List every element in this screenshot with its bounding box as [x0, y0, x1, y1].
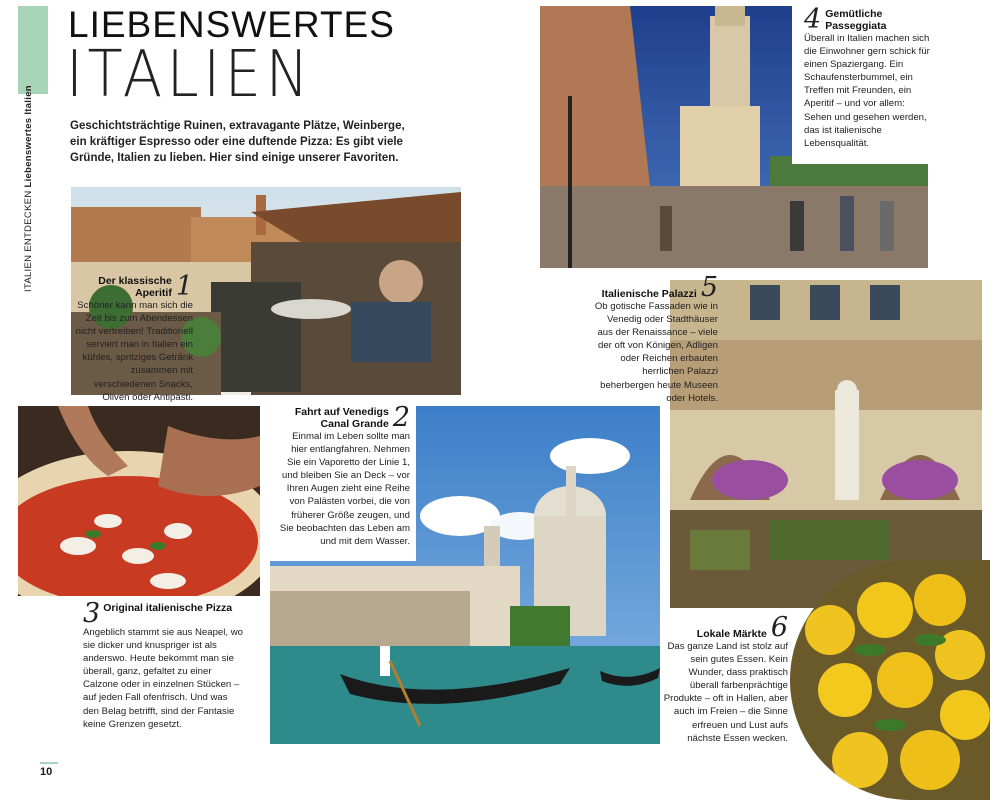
- item-2-number: 2: [392, 402, 410, 433]
- item-1-title: Der klassische Aperitif: [98, 275, 172, 299]
- item-5-caption: [590, 272, 718, 405]
- item-3-number: 3: [83, 598, 101, 629]
- item-4-number: 4: [804, 4, 822, 35]
- spine-label: [21, 85, 45, 295]
- lead-paragraph: Geschichtsträchtige Ruinen, extravagante Plätze, Weinberge, ein kräftiger Espresso oder eine duftende Pizza: Es gibt viele Gründe, Italien zu lieben. Hier sind einige unserer Favoriten.: [70, 120, 405, 164]
- item-2-caption: [270, 402, 416, 561]
- page-title-line1: LIEBENSWERTES: [68, 4, 395, 45]
- item-3-caption: [83, 598, 243, 731]
- item-4-text: Überall in Italien machen sich die Einwohner gern schick für einen Spaziergang. Ein Schaufensterbummel, ein Treffen mit Freunden, ein Aperitif – und vor allem: Sehen und gesehen werden, das ist italienische Lebensqualität.: [804, 33, 930, 149]
- section-color-bar: [18, 6, 48, 94]
- spine-title: Liebenswertes Italien: [23, 85, 34, 188]
- item-6-number: 6: [770, 612, 788, 643]
- item-6-caption: [662, 612, 788, 745]
- item-5-number: 5: [700, 272, 718, 303]
- item-3-title: Original italienische Pizza: [103, 602, 233, 614]
- spine-section: ITALIEN ENTDECKEN: [23, 190, 34, 292]
- item-5-title: Italienische Palazzi: [601, 288, 697, 300]
- item-6-title: Lokale Märkte: [696, 628, 767, 640]
- item-3-text: Angeblich stammt sie aus Neapel, wo sie dicker und knuspriger ist als anderswo. Heute bekommt man sie überall, ganz, gefaltet zu einer Calzone oder in einzelnen Stücken – auf jeden Fall ofenfrisch. Und was den Belag betrifft, sind der Fantasie keine Grenzen gesetzt.: [83, 627, 243, 730]
- item-1-number: 1: [175, 271, 193, 302]
- item-6-text: Das ganze Land ist stolz auf sein gutes Essen. Kein Wunder, dass praktisch überall farbenprächtige Produkte – oft in Hallen, aber auch im Freien – die Sinne erfreuen und Lust aufs nächste Essen wecken.: [663, 641, 788, 744]
- page-number: 10: [40, 766, 53, 778]
- item-2-text: Einmal im Leben sollte man hier entlangfahren. Nehmen Sie ein Vaporetto der Linie 1, und bleiben Sie an Deck – vor Ihren Augen zieht eine Reihe von Palästen vorbei, die von früherer Größe zeugen, und Sie beobachten das Leben am und mit dem Wasser.: [279, 431, 410, 547]
- item-5-text: Ob gotische Fassaden wie in Venedig oder Stadthäuser aus der Renaissance – viele der oft von Königen, Adligen oder Reichen erbauten herrlichen Palazzi beherbergen heute Museen oder Hotels.: [594, 301, 718, 404]
- item-2-title: Fahrt auf Venedigs Canal Grande: [294, 406, 389, 430]
- item-4-title: Gemütliche Passeggiata: [825, 8, 887, 32]
- item-4-caption: [792, 4, 940, 164]
- photo-pizza: [18, 406, 260, 596]
- item-1-caption: [73, 271, 193, 404]
- page-title-line2: ITALIEN: [66, 38, 314, 112]
- item-1-text: Schöner kann man sich die Zeit bis zum Abendessen nicht vertreiben! Traditionell serviert man in Italien ein kühles, spritziges Getränk zusammen mit verschiedenen Snacks, Oliven oder Antipasti.: [75, 300, 193, 403]
